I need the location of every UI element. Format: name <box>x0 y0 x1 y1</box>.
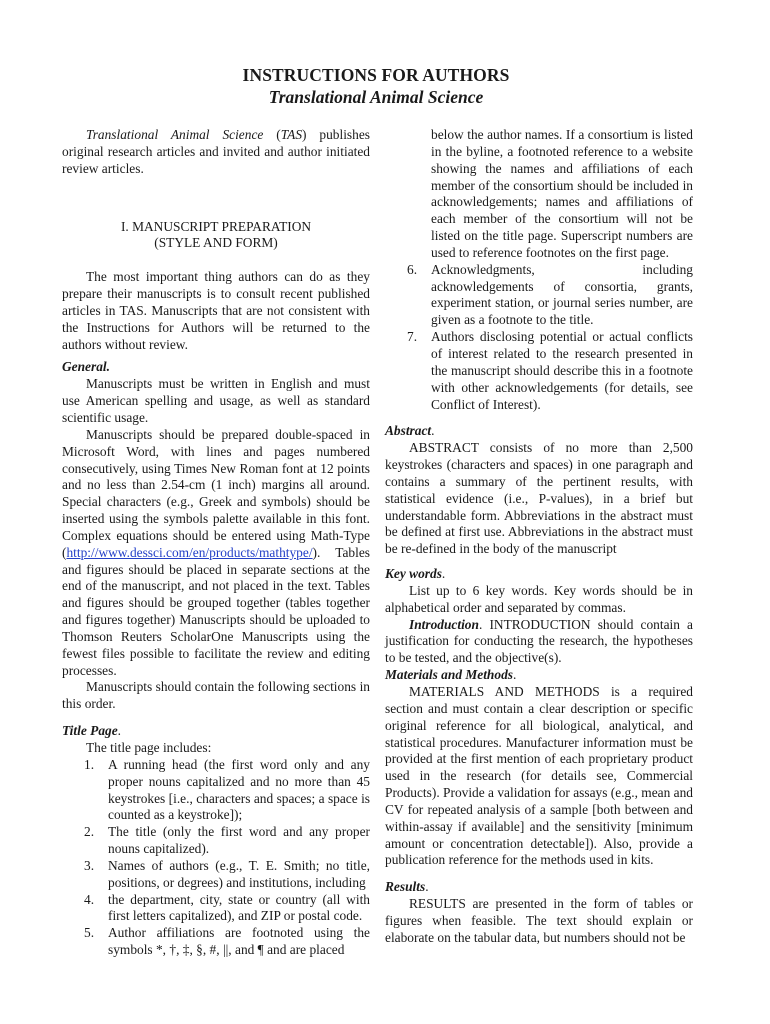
intro-abbr: TAS <box>280 127 303 142</box>
methods-heading: Materials and Methods. <box>385 667 517 683</box>
list-item: 4. the department, city, state or country (all with first letters capitalized), and ZIP or postal code. <box>84 891 370 924</box>
keywords-heading: Key words. <box>385 566 446 582</box>
important-paragraph: The most important thing authors can do as they prepare their manuscripts is to consult recent published articles in TAS. Manuscripts that are not consistent with the Instructions for Authors will be returned to the authors without review. <box>62 269 370 352</box>
intro-journal: Translational Animal Science <box>86 127 264 142</box>
list-item: 7. Authors disclosing potential or actual conflicts of interest related to the research presented in the manuscript should describe this in a footnote with other acknowledgements (for details, see Conflict of Interest). <box>407 329 693 412</box>
list-item: 3. Names of authors (e.g., T. E. Smith; no title, positions, or degrees) and institutions, including <box>84 857 370 890</box>
intro-rest: ) publishes original research articles and invited and author initiated review articles. <box>62 127 370 176</box>
left-column <box>62 127 370 959</box>
abstract-paragraph: ABSTRACT consists of no more than 2,500 keystrokes (characters and spaces) in one paragraph and contains a summary of the pertinent results, with statistical evidence (i.e., P-values), in a brief but understandable form. Abbreviations in the abstract must be defined at first use. Abbreviations in the abstract must be re-defined in the body of the manuscript <box>385 440 693 557</box>
list-item: 1. A running head (the first word only and any proper nouns capitalized and no more than 45 keystrokes [i.e., characters and spaces; a space is counted as a keystroke]); <box>84 756 370 823</box>
general-p2a: Manuscripts should be prepared double-spaced in Microsoft Word, with lines and pages numbered consecutively, using Times New Roman font at 12 points and no less than 2.54-cm (1 inch) margins all around. Special characters (e.g., Greek and symbols) should be inserted using the symbols palette available in this font. Complex equations should be entered using Math-Type ( <box>62 426 370 560</box>
general-heading: General. <box>62 359 110 375</box>
list-item: 2. The title (only the first word and any proper nouns capitalized). <box>84 824 370 857</box>
general-p2b: ). Tables and figures should be placed in separate sections at the end of the manuscript, and not placed in the text. Tables and figures should be grouped together (tables together and figures together) Manuscripts should be uploaded to Thomson Reuters ScholarOne Manuscripts using the fewest files possible to facilitate the review and editing processes. <box>62 544 370 678</box>
title-page-list-continued <box>385 262 693 414</box>
results-paragraph: RESULTS are presented in the form of tables or figures when feasible. The text should explain or elaborate on the tabular data, but numbers should not be <box>385 896 693 945</box>
mathtype-link[interactable]: http://www.dessci.com/en/products/mathtype/ <box>66 544 313 560</box>
keywords-paragraph: List up to 6 key words. Key words should be in alphabetical order and separated by commas. <box>385 582 693 615</box>
page-title: INSTRUCTIONS FOR AUTHORS <box>242 65 510 85</box>
general-paragraph-3: Manuscripts should contain the following sections in this order. <box>62 679 370 712</box>
section-heading-line1: I. MANUSCRIPT PREPARATION <box>120 218 312 234</box>
page-header <box>0 64 752 108</box>
list-item: 6. Acknowledgments, including acknowledgements of consortia, grants, experiment station, or journal series number, are given as a footnote to the title. <box>407 261 693 328</box>
intro-paragraph: Translational Animal Science (TAS) publishes original research articles and invited and author initiated review articles. <box>62 127 370 176</box>
methods-paragraph: MATERIALS AND METHODS is a required section and must contain a clear description or specific original reference for all biological, analytical, and statistical procedures. Manufacturer information must be provided at the first mention of each proprietary product used in the research (for details see, Commercial Products). Provide a validation for assays (e.g., mean and CV for repeated analysis of a sample [both between and within-assay if available] and the sensitivity [minimum amount or concentration detectable]). Also, provide a publication reference for the methods used in kits. <box>385 684 693 868</box>
title-page-intro: The title page includes: <box>86 740 212 755</box>
title-page-list <box>62 757 370 959</box>
section-heading-line2: (STYLE AND FORM) <box>154 235 278 251</box>
general-paragraph-2 <box>62 427 370 680</box>
list-item: 5. Author affiliations are footnoted using the symbols *, †, ‡, §, #, ||, and ¶ and are placed <box>84 925 370 958</box>
title-page-heading: Title Page. <box>62 723 122 739</box>
introduction-paragraph: Introduction. INTRODUCTION should contain a justification for conducting the research, the hypotheses to be tested, and the objective(s). <box>385 616 693 666</box>
introduction-heading: Introduction <box>409 616 479 632</box>
title-page-head: Title Page <box>62 723 118 739</box>
item5-continuation: below the author names. If a consortium is listed in the byline, a footnoted reference to a website showing the names and affiliations of each member of the consortium should be included in acknowledgements; names and affiliations of each member of the consortium will not be listed on the title page. Superscript numbers are used to reference footnotes on the first page. <box>431 127 693 260</box>
results-heading: Results. <box>385 879 429 895</box>
abstract-heading: Abstract. <box>385 423 435 439</box>
general-paragraph-1: Manuscripts must be written in English and must use American spelling and usage, as well as standard scientific usage. <box>62 376 370 425</box>
right-column <box>385 127 693 947</box>
journal-name: Translational Animal Science <box>268 87 484 107</box>
